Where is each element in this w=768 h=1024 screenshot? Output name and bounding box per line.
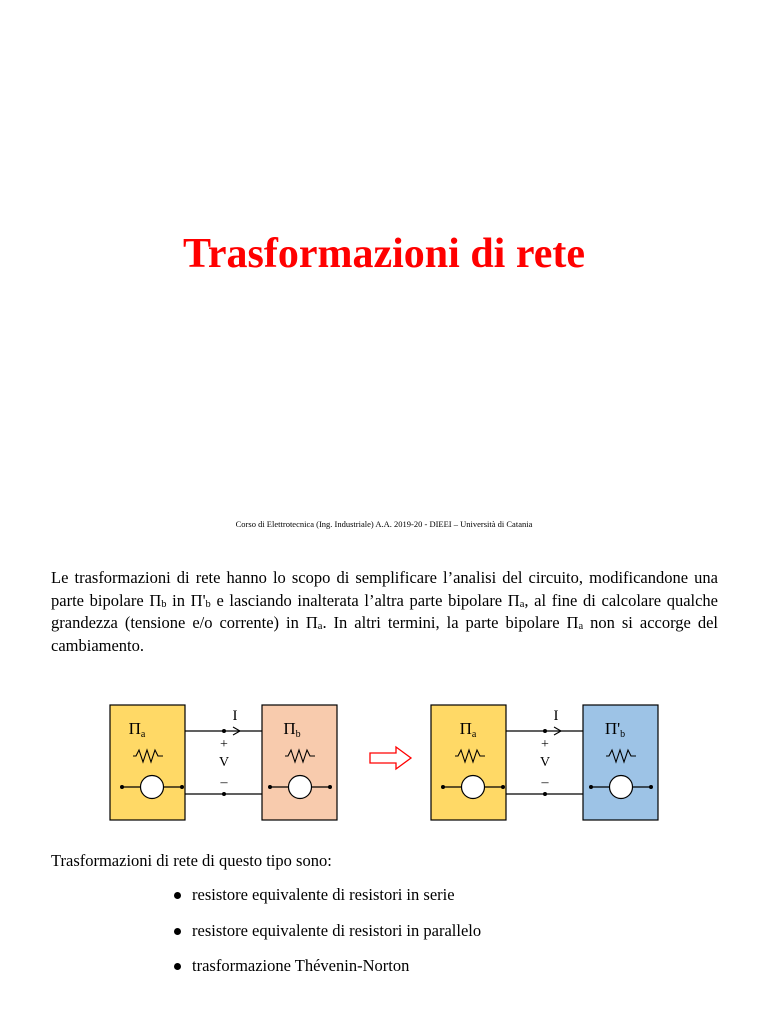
box-b-prime-label: Π'b	[604, 719, 626, 740]
subscript: b	[161, 598, 167, 610]
network-transformation-diagram	[100, 698, 670, 828]
page-title: Trasformazioni di rete	[182, 231, 585, 277]
bullet-icon	[174, 928, 181, 935]
intro-text: e lasciando inalterata l’altra parte bipolare	[210, 590, 508, 610]
pi-symbol: Π	[149, 590, 162, 610]
minus-sign: –	[220, 775, 228, 790]
intro-paragraph	[51, 567, 718, 657]
intro-text: . In altri termini, la parte bipolare	[322, 613, 567, 632]
list-item-text: resistore equivalente di resistori in serie	[192, 885, 455, 904]
pi-prime-symbol: Π'	[190, 590, 206, 610]
network-box-b-prime	[583, 705, 658, 820]
box-a-label: Πa	[128, 719, 146, 740]
plus-sign: +	[220, 737, 228, 752]
voltage-label: V	[539, 755, 551, 770]
subscript: a	[519, 598, 525, 610]
list-item-text: resistore equivalente di resistori in parallelo	[192, 920, 482, 940]
box-a-label: Πa	[459, 719, 477, 740]
footer-text: Corso di Elettrotecnica (Ing. Industriale) A.A. 2019-20 - DIEEI – Università di Catania	[235, 519, 533, 529]
current-label: I	[553, 708, 559, 724]
transform-arrow-icon	[370, 747, 411, 769]
list-intro: Trasformazioni di rete di questo tipo sono:	[51, 851, 332, 870]
network-box-a	[110, 705, 185, 820]
list-item-text: trasformazione Thévenin-Norton	[192, 956, 410, 975]
pi-symbol: Π	[507, 590, 520, 610]
subscript: b	[205, 598, 211, 610]
bullet-icon	[174, 963, 181, 970]
box-b-label: Πb	[283, 719, 301, 740]
intro-text: Le trasformazioni di rete hanno lo scopo di semplificare l’analisi del circuito, modificandone una parte bipolare	[51, 568, 718, 610]
network-box-b	[262, 705, 337, 820]
intro-text: , al fine di calcolare qualche grandezza (tensione e/o corrente) in	[51, 590, 718, 632]
voltage-label: V	[218, 755, 230, 770]
subscript: a	[317, 621, 323, 632]
intro-text: non si accorge del cambiamento.	[51, 613, 719, 655]
pi-symbol: Π	[305, 613, 318, 632]
current-label: I	[232, 708, 238, 724]
list-item	[172, 920, 481, 956]
intro-text: in	[166, 590, 191, 610]
subscript: a	[578, 621, 584, 632]
plus-sign: +	[541, 737, 549, 752]
right-circuit	[431, 705, 658, 820]
bullet-icon	[174, 892, 181, 899]
left-circuit	[110, 705, 337, 820]
pi-symbol: Π	[566, 613, 579, 632]
minus-sign: –	[541, 775, 549, 790]
list-item	[172, 955, 481, 991]
list-item	[172, 884, 481, 920]
transformation-list	[172, 884, 481, 991]
